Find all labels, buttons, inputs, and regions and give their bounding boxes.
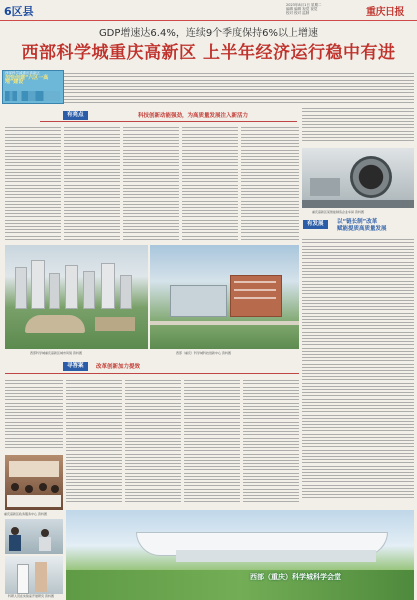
meeting-photo: [5, 455, 63, 510]
promo-line-1: 西部科学城重庆高新区: [5, 71, 40, 75]
column-text: [302, 106, 414, 146]
section-label-reform: 寻答案: [63, 362, 88, 371]
factory-photo-caption: 重庆高新区某智能制造企业车间 资料图: [312, 210, 364, 214]
section-label-highlight: 有亮点: [63, 111, 88, 120]
subheadline: GDP增速达6.4%，连续9个季度保持6%以上增速: [98, 28, 319, 39]
city-photo-caption: 西部科学城重庆高新区城市风貌 资料图: [30, 351, 82, 355]
skyline-icon: [5, 91, 60, 101]
section-rule: [5, 373, 299, 374]
campus-photo: [150, 245, 299, 349]
office-photo: [5, 519, 63, 554]
lede-paragraph: [64, 71, 414, 108]
column-text: [241, 125, 299, 245]
column-text: [302, 237, 414, 507]
section-rule: [40, 121, 297, 122]
factory-photo: [302, 148, 414, 208]
column-text: [64, 125, 120, 243]
masthead-meta: 2023年8月1日 星期二 编辑 编辑 视觉 视觉 校对 校对 监制: [286, 3, 322, 15]
science-hall-photo: [66, 510, 414, 600]
section-title-reform: 改革创新加力提效: [96, 364, 141, 370]
column-text: [182, 125, 238, 243]
column-text: [5, 378, 63, 453]
lab-photo-caption: 科研人员在实验室开展研究 资料图: [8, 594, 54, 598]
newspaper-logo: 重庆日报: [366, 7, 404, 18]
section-title-development: 以“链长制”改革 赋能提质高质量发展: [337, 219, 387, 232]
column-text: [66, 378, 122, 508]
column-text: [243, 378, 299, 508]
promo-box: [2, 70, 64, 104]
promo-line-2: 加快创建“六区一高地”建设: [5, 74, 49, 85]
column-text: [125, 378, 181, 508]
campus-photo-caption: 西部（重庆）科学城科技创新中心 资料图: [176, 351, 231, 355]
column-text: [5, 125, 61, 243]
science-hall-sign: 西部（重庆）科学城科学会堂: [250, 573, 341, 581]
meeting-photo-caption: 重庆高新区政务服务中心 资料图: [4, 512, 47, 516]
masthead: [0, 0, 417, 21]
column-text: [123, 125, 179, 243]
city-photo: [5, 245, 148, 349]
section-number: 6区县: [4, 5, 34, 18]
section-label-development: 有发展: [303, 220, 328, 229]
column-text: [184, 378, 240, 508]
lab-photo: [5, 556, 63, 594]
section-title-highlight: 科技创新动能强劲，为高质量发展注入新活力: [138, 113, 249, 119]
headline: 西部科学城重庆高新区 上半年经济运行稳中有进: [21, 43, 396, 63]
